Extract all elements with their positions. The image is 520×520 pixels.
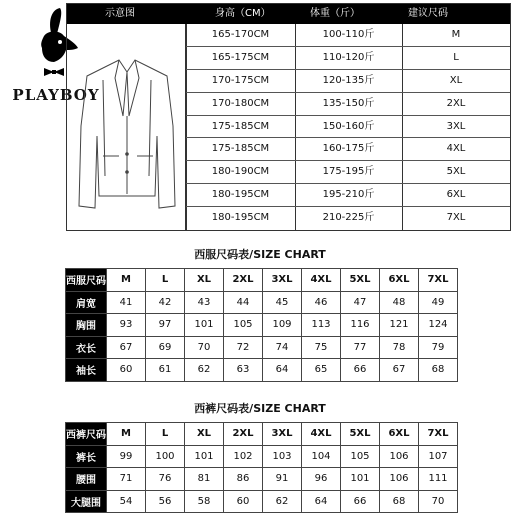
size-cell: M	[451, 29, 461, 40]
height-cell: 165-175CM	[211, 51, 270, 63]
measurement-label: 肩宽	[66, 291, 107, 314]
height-cell: 170-180CM	[211, 97, 270, 109]
height-cell: 165-170CM	[211, 29, 270, 40]
size-column-header: 7XL	[419, 269, 458, 292]
measurement-label: 腰围	[66, 468, 107, 491]
size-rows	[67, 24, 510, 230]
size-recommendation-table	[66, 3, 511, 231]
measurement-label: 大腿围	[66, 490, 107, 513]
size-cell: 5XL	[446, 166, 466, 178]
measurement-value: 96	[302, 468, 341, 491]
size-column-header: XL	[185, 269, 224, 292]
measurement-value: 75	[302, 336, 341, 359]
measurement-value: 101	[185, 314, 224, 337]
measurement-value: 104	[302, 445, 341, 468]
measurement-label: 衣长	[66, 336, 107, 359]
measurement-value: 70	[419, 490, 458, 513]
measurement-value: 47	[341, 291, 380, 314]
measurement-value: 56	[146, 490, 185, 513]
measurement-value: 106	[380, 445, 419, 468]
measurement-value: 65	[302, 359, 341, 382]
height-cell: 180-195CM	[211, 189, 270, 201]
chart-header-row	[66, 423, 458, 446]
size-row	[186, 184, 510, 207]
measurement-value: 91	[263, 468, 302, 491]
size-column-header: 2XL	[224, 423, 263, 446]
size-row	[186, 116, 510, 139]
measurement-value: 67	[107, 336, 146, 359]
chart-row	[66, 314, 458, 337]
measurement-value: 116	[341, 314, 380, 337]
weight-cell: 210-225斤	[322, 212, 375, 224]
measurement-value: 60	[107, 359, 146, 382]
measurement-label: 裤长	[66, 445, 107, 468]
measurement-label: 袖长	[66, 359, 107, 382]
measurement-value: 41	[107, 291, 146, 314]
measurement-value: 68	[380, 490, 419, 513]
weight-cell: 150-160斤	[322, 120, 375, 132]
measurement-value: 99	[107, 445, 146, 468]
measurement-value: 58	[185, 490, 224, 513]
size-row	[186, 70, 510, 93]
measurement-value: 64	[302, 490, 341, 513]
measurement-value: 64	[263, 359, 302, 382]
measurement-value: 100	[146, 445, 185, 468]
weight-cell: 110-120斤	[322, 51, 375, 63]
size-row	[186, 161, 510, 184]
size-cell: 2XL	[446, 97, 466, 109]
measurement-value: 46	[302, 291, 341, 314]
size-column-header: 4XL	[302, 423, 341, 446]
size-column-header: L	[146, 423, 185, 446]
size-cell: 6XL	[446, 189, 466, 201]
height-cell: 175-185CM	[211, 143, 270, 155]
measurement-value: 105	[224, 314, 263, 337]
measurement-value: 70	[185, 336, 224, 359]
chart-header-row	[66, 269, 458, 292]
size-row	[186, 93, 510, 116]
measurement-value: 102	[224, 445, 263, 468]
brand-name: PLAYBOY	[12, 86, 100, 104]
size-column-header: M	[107, 423, 146, 446]
measurement-value: 86	[224, 468, 263, 491]
size-row	[186, 24, 510, 47]
measurement-value: 66	[341, 490, 380, 513]
size-column-header: M	[107, 269, 146, 292]
size-column-header: 5XL	[341, 423, 380, 446]
measurement-value: 66	[341, 359, 380, 382]
measurement-value: 61	[146, 359, 185, 382]
measurement-value: 97	[146, 314, 185, 337]
weight-cell: 120-135斤	[322, 74, 375, 86]
chart-header-label: 西裤尺码	[66, 423, 107, 446]
measurement-value: 77	[341, 336, 380, 359]
measurement-value: 42	[146, 291, 185, 314]
weight-cell: 160-175斤	[322, 143, 375, 155]
measurement-value: 107	[419, 445, 458, 468]
measurement-value: 124	[419, 314, 458, 337]
measurement-value: 79	[419, 336, 458, 359]
size-table-header	[67, 4, 510, 24]
size-cell: XL	[449, 74, 463, 86]
measurement-value: 121	[380, 314, 419, 337]
measurement-value: 48	[380, 291, 419, 314]
size-cell: 7XL	[446, 212, 466, 224]
size-row	[186, 207, 510, 230]
measurement-value: 63	[224, 359, 263, 382]
size-column-header: 5XL	[341, 269, 380, 292]
measurement-value: 60	[224, 490, 263, 513]
measurement-value: 68	[419, 359, 458, 382]
size-cell: 3XL	[446, 120, 466, 132]
height-cell: 180-190CM	[211, 166, 270, 178]
chart-row	[66, 291, 458, 314]
measurement-value: 72	[224, 336, 263, 359]
header-height: 身高（CM）	[215, 8, 271, 19]
chart-row	[66, 468, 458, 491]
size-column-header: 7XL	[419, 423, 458, 446]
measurement-value: 105	[341, 445, 380, 468]
measurement-value: 109	[263, 314, 302, 337]
height-cell: 175-185CM	[211, 120, 270, 132]
weight-cell: 135-150斤	[322, 97, 375, 109]
suit-size-chart	[65, 268, 458, 382]
size-column-header: 3XL	[263, 423, 302, 446]
weight-cell: 175-195斤	[322, 166, 375, 178]
measurement-value: 62	[263, 490, 302, 513]
measurement-value: 93	[107, 314, 146, 337]
measurement-value: 67	[380, 359, 419, 382]
size-cell: L	[453, 51, 459, 63]
chart-row	[66, 359, 458, 382]
measurement-value: 76	[146, 468, 185, 491]
height-cell: 170-175CM	[211, 74, 270, 86]
measurement-value: 44	[224, 291, 263, 314]
measurement-value: 74	[263, 336, 302, 359]
measurement-value: 103	[263, 445, 302, 468]
suit-chart-title: 西服尺码表/SIZE CHART	[194, 248, 326, 261]
pants-chart-title: 西裤尺码表/SIZE CHART	[194, 402, 326, 415]
measurement-value: 101	[341, 468, 380, 491]
size-column-header: 6XL	[380, 423, 419, 446]
measurement-value: 101	[185, 445, 224, 468]
chart-row	[66, 490, 458, 513]
header-diagram: 示意图	[105, 8, 135, 19]
measurement-value: 78	[380, 336, 419, 359]
measurement-value: 54	[107, 490, 146, 513]
measurement-value: 71	[107, 468, 146, 491]
header-weight: 体重（斤）	[310, 8, 360, 19]
measurement-value: 111	[419, 468, 458, 491]
measurement-value: 113	[302, 314, 341, 337]
size-column-header: 4XL	[302, 269, 341, 292]
weight-cell: 195-210斤	[322, 189, 375, 201]
measurement-value: 43	[185, 291, 224, 314]
size-column-header: L	[146, 269, 185, 292]
height-cell: 180-195CM	[211, 212, 270, 224]
size-column-header: 2XL	[224, 269, 263, 292]
measurement-value: 62	[185, 359, 224, 382]
size-column-header: XL	[185, 423, 224, 446]
header-size: 建议尺码	[408, 8, 448, 19]
chart-header-label: 西服尺码	[66, 269, 107, 292]
size-column-header: 6XL	[380, 269, 419, 292]
size-row	[186, 138, 510, 161]
measurement-value: 81	[185, 468, 224, 491]
measurement-label: 胸围	[66, 314, 107, 337]
measurement-value: 49	[419, 291, 458, 314]
size-cell: 4XL	[446, 143, 466, 155]
measurement-value: 106	[380, 468, 419, 491]
chart-row	[66, 336, 458, 359]
pants-size-chart	[65, 422, 458, 513]
measurement-value: 45	[263, 291, 302, 314]
measurement-value: 69	[146, 336, 185, 359]
size-column-header: 3XL	[263, 269, 302, 292]
weight-cell: 100-110斤	[322, 29, 375, 40]
chart-row	[66, 445, 458, 468]
size-row	[186, 47, 510, 70]
